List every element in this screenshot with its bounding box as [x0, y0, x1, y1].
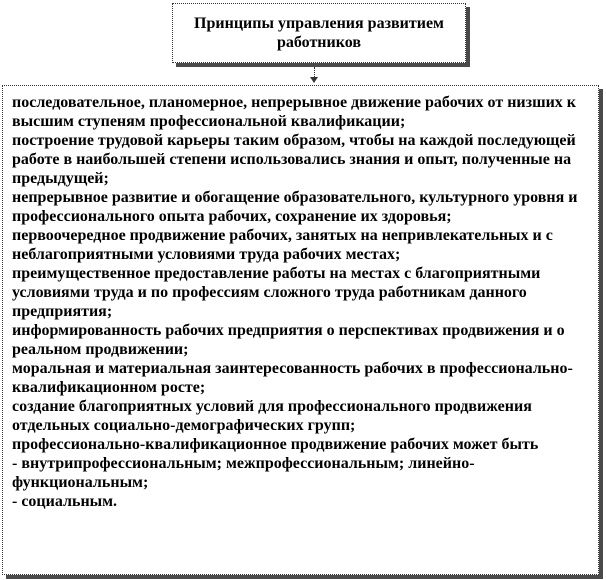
principle-item: профессионально-квалификационное продвижение рабочих может быть - внутрипрофессиональным; межпрофессиональным; линейно-функциональным;	[12, 436, 539, 491]
principle-item: последовательное, планомерное, непрерывное движение рабочих от низших к высшим ступеням профессиональной квалификации;	[12, 94, 577, 130]
diagram-title-box	[172, 3, 466, 63]
principle-item: создание благоприятных условий для профессионального продвижения отдельных социально-демографических групп;	[12, 398, 532, 434]
principles-box	[2, 85, 599, 575]
diagram-title: Принципы управления развитием работников	[194, 15, 444, 51]
principle-item: информированность рабочих предприятия о перспективах продвижения и о реальном продвижении;	[12, 322, 565, 358]
principle-item: - социальным.	[12, 493, 118, 510]
principle-item: моральная и материальная заинтересованность рабочих в профессионально-квалификационном росте;	[12, 360, 573, 396]
principle-item: первоочередное продвижение рабочих, занятых на непривлекательных и с неблагоприятными условиями труда рабочих местах;	[12, 227, 553, 263]
principle-item: построение трудовой карьеры таким образом, чтобы на каждой последующей работе в наибольшей степени использовались знания и опыт, полученные на предыдущей;	[12, 132, 576, 187]
principle-item: непрерывное развитие и обогащение образовательного, культурного уровня и профессионального опыта рабочих, сохранение их здоровья;	[12, 189, 578, 225]
principle-item: преимущественное предоставление работы на местах с благоприятными условиями труда и по профессиям сложного труда работникам данного предприятия;	[12, 265, 541, 320]
arrow-down-icon	[310, 77, 318, 83]
principles-list	[12, 93, 592, 511]
